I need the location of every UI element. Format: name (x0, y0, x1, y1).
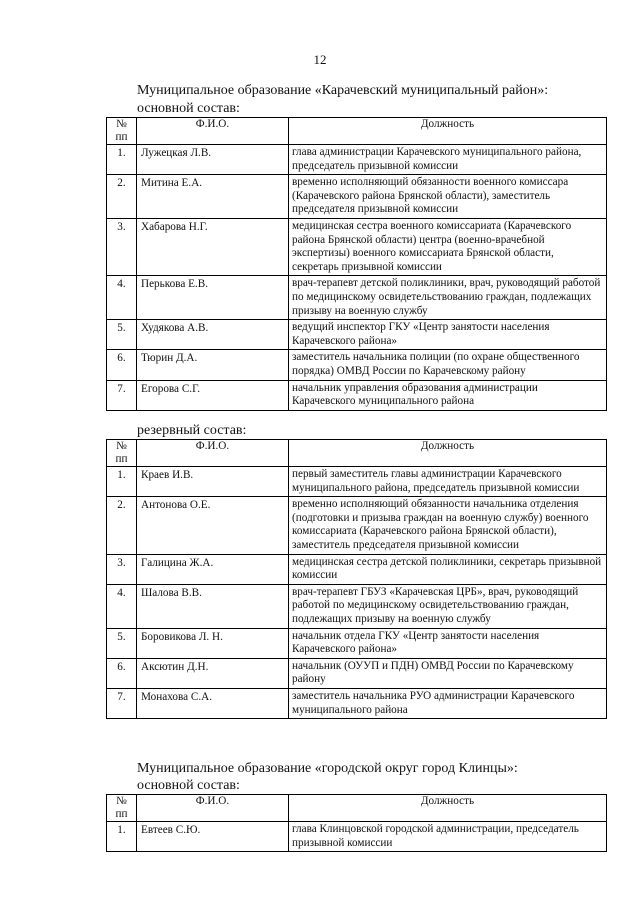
row-name: Антонова О.Е. (137, 497, 289, 554)
row-name: Митина Е.А. (137, 175, 289, 219)
row-position: начальник (ОУУП и ПДН) ОМВД России по Карачевскому району (289, 658, 607, 688)
row-number: 3. (107, 554, 137, 584)
table-row (107, 467, 607, 497)
table-row (107, 497, 607, 554)
row-position: заместитель начальника полиции (по охране общественного порядка) ОМВД России по Карачевскому району (289, 350, 607, 380)
table-row (107, 554, 607, 584)
row-name: Тюрин Д.А. (137, 350, 289, 380)
roster-table-klintsy-main (106, 794, 607, 852)
row-position: ведущий инспектор ГКУ «Центр занятости населения Карачевского района» (289, 320, 607, 350)
row-number: 5. (107, 320, 137, 350)
roster-table-karachev-main (106, 117, 607, 411)
row-position: глава администрации Карачевского муниципального района, председатель призывной комиссии (289, 145, 607, 175)
row-position: врач-терапевт ГБУЗ «Карачевская ЦРБ», врач, руководящий работой по медицинскому освидетельствованию граждан, подлежащих призыву на военную службу (289, 584, 607, 628)
table-row (107, 658, 607, 688)
table-row (107, 822, 607, 852)
row-name: Лужецкая Л.В. (137, 145, 289, 175)
row-number: 7. (107, 688, 137, 718)
row-number: 6. (107, 658, 137, 688)
header-name: Ф.И.О. (137, 440, 289, 467)
row-position: первый заместитель главы администрации Карачевского муниципального района, председатель призывной комиссии (289, 467, 607, 497)
row-name: Шалова В.В. (137, 584, 289, 628)
table-header-row (107, 795, 607, 822)
header-position: Должность (289, 118, 607, 145)
row-name: Перькова Е.В. (137, 276, 289, 320)
row-name: Монахова С.А. (137, 688, 289, 718)
header-name: Ф.И.О. (137, 118, 289, 145)
row-number: 6. (107, 350, 137, 380)
header-number: № пп (107, 440, 137, 467)
row-number: 5. (107, 628, 137, 658)
row-number: 1. (107, 467, 137, 497)
row-name: Краев И.В. (137, 467, 289, 497)
row-number: 4. (107, 584, 137, 628)
table-row (107, 628, 607, 658)
group-label-main: основной состав: (137, 778, 240, 793)
row-name: Боровикова Л. Н. (137, 628, 289, 658)
row-number: 2. (107, 175, 137, 219)
table-header-row (107, 118, 607, 145)
group-label-reserve: резервный состав: (137, 423, 247, 438)
table-row (107, 218, 607, 275)
row-name: Аксютин Д.Н. (137, 658, 289, 688)
table-header-row (107, 440, 607, 467)
table-row (107, 688, 607, 718)
header-number: № пп (107, 118, 137, 145)
header-name: Ф.И.О. (137, 795, 289, 822)
row-position: начальник отдела ГКУ «Центр занятости населения Карачевского района» (289, 628, 607, 658)
table-row (107, 175, 607, 219)
header-number: № пп (107, 795, 137, 822)
row-name: Худякова А.В. (137, 320, 289, 350)
row-name: Евтеев С.Ю. (137, 822, 289, 852)
table-row (107, 350, 607, 380)
group-label-main: основной состав: (137, 101, 240, 116)
row-position: начальник управления образования администрации Карачевского муниципального района (289, 380, 607, 410)
section-title-karachev: Муниципальное образование «Карачевский муниципальный район»: (137, 83, 549, 98)
row-name: Галицина Ж.А. (137, 554, 289, 584)
table-row (107, 380, 607, 410)
row-position: глава Клинцовской городской администрации, председатель призывной комиссии (289, 822, 607, 852)
table-row (107, 584, 607, 628)
table-row (107, 320, 607, 350)
row-position: временно исполняющий обязанности военного комиссара (Карачевского района Брянской области), заместитель председателя призывной комиссии (289, 175, 607, 219)
table-row (107, 276, 607, 320)
row-position: медицинская сестра детской поликлиники, секретарь призывной комиссии (289, 554, 607, 584)
page-number: 12 (313, 52, 327, 67)
row-position: врач-терапевт детской поликлиники, врач, руководящий работой по медицинскому освидетельствованию граждан, подлежащих призыву на военную службу (289, 276, 607, 320)
table-row (107, 145, 607, 175)
row-name: Хабарова Н.Г. (137, 218, 289, 275)
row-number: 4. (107, 276, 137, 320)
roster-table-karachev-reserve (106, 439, 607, 719)
row-position: временно исполняющий обязанности начальника отделения (подготовки и призыва граждан на военную службу) военного комиссариата (Карачевского района Брянской области), заместитель председателя призывной комиссии (289, 497, 607, 554)
row-position: медицинская сестра военного комиссариата (Карачевского района Брянской области) центра (военно-врачебной экспертизы) военного комиссариата Брянской области, секретарь призывной комиссии (289, 218, 607, 275)
section-title-klintsy: Муниципальное образование «городской округ город Клинцы»: (137, 761, 518, 776)
header-position: Должность (289, 795, 607, 822)
row-number: 3. (107, 218, 137, 275)
header-position: Должность (289, 440, 607, 467)
row-number: 2. (107, 497, 137, 554)
row-number: 7. (107, 380, 137, 410)
row-position: заместитель начальника РУО администрации Карачевского муниципального района (289, 688, 607, 718)
row-number: 1. (107, 145, 137, 175)
row-name: Егорова С.Г. (137, 380, 289, 410)
row-number: 1. (107, 822, 137, 852)
